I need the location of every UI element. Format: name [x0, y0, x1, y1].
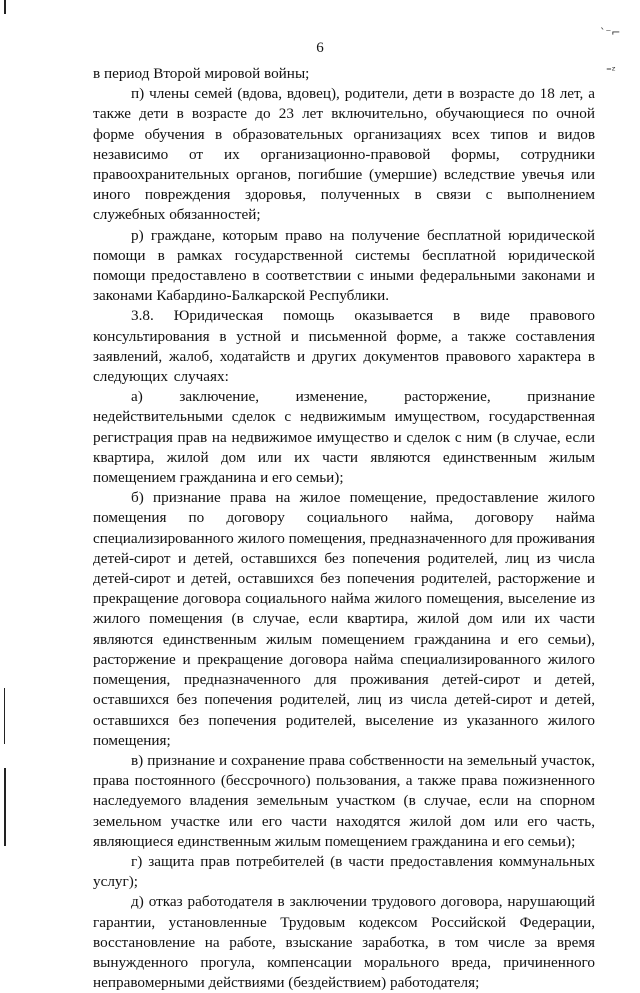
scan-edge-mark-top [4, 0, 6, 14]
document-body [93, 64, 595, 993]
scan-edge-mark-mid [4, 688, 5, 744]
paragraph: в) признание и сохранение права собственности на земельный участок, права постоянного (бессрочного) пользования, а также права пожизненного наследуемого владения земельным участком (в случае, если на спорном земельном участке или его части находятся жилой дом или его часть, являющиеся единственным жилым помещением гражданина и его семьи); [93, 751, 595, 850]
page-number: 6 [316, 40, 324, 56]
scan-mark-top: ˋ⁻⌐ [600, 26, 621, 39]
paragraph: б) признание права на жилое помещение, предоставление жилого помещения по договору социального найма, договору найма специализированного жилого помещения, предназначенного для проживания детей-сирот и детей, оставшихся без попечения родителей, лиц из числа детей-сирот и детей, оставшихся без попечения родителей, расторжение и прекращение договора социального найма жилого помещения, выселение из жилого помещения (в случае, если квартира, жилой дом или их части являются единственным жилым помещением гражданина и его семьи), расторжение и прекращение договора найма специализированного жилого помещения, предназначенного для проживания детей-сирот и детей, оставшихся без попечения родителей, лиц из числа детей-сирот и детей, оставшихся без попечения родителей, выселение из указанного жилого помещения; [93, 489, 595, 749]
paragraph: в период Второй мировой войны; [93, 65, 310, 82]
scan-mark-right: ⁼ᶻ [606, 64, 616, 77]
paragraph: д) отказ работодателя в заключении трудового договора, нарушающий гарантии, установленные Трудовым кодексом Российской Федерации, восстановление на работе, взыскание заработка, в том числе за время вынужденного прогула, компенсации морального вреда, причиненного неправомерными действиями (бездействием) работодателя; [93, 893, 595, 992]
scan-edge-mark-lower [4, 768, 6, 846]
paragraph: р) граждане, которым право на получение бесплатной юридической помощи в рамках государственной системы бесплатной юридической помощи предоставлено в соответствии с иными федеральными законами и законами Кабардино-Балкарской Республики. [93, 226, 595, 305]
paragraph: 3.8. Юридическая помощь оказывается в виде правового консультирования в устной и письменной форме, а также составления заявлений, жалоб, ходатайств и других документов правового характера в следующих случаях: [93, 307, 595, 386]
paragraph: г) защита прав потребителей (в части предоставления коммунальных услуг); [93, 852, 595, 891]
paragraph: п) члены семей (вдова, вдовец), родители, дети в возрасте до 18 лет, а также дети в возрасте до 23 лет включительно, обучающиеся по очной форме обучения в образовательных организациях всех типов и видов независимо от их организационно-правовой формы, сотрудники правоохранительных органов, погибшие (умершие) вследствие увечья или иного повреждения здоровья, полученных в связи с выполнением служебных обязанностей; [93, 85, 595, 224]
paragraph: а) заключение, изменение, расторжение, признание недействительными сделок с недвижимым имуществом, государственная регистрация прав на недвижимое имущество и сделок с ним (в случае, если квартира, жилой дом или их части являются единственным жилым помещением гражданина и его семьи); [93, 388, 595, 487]
